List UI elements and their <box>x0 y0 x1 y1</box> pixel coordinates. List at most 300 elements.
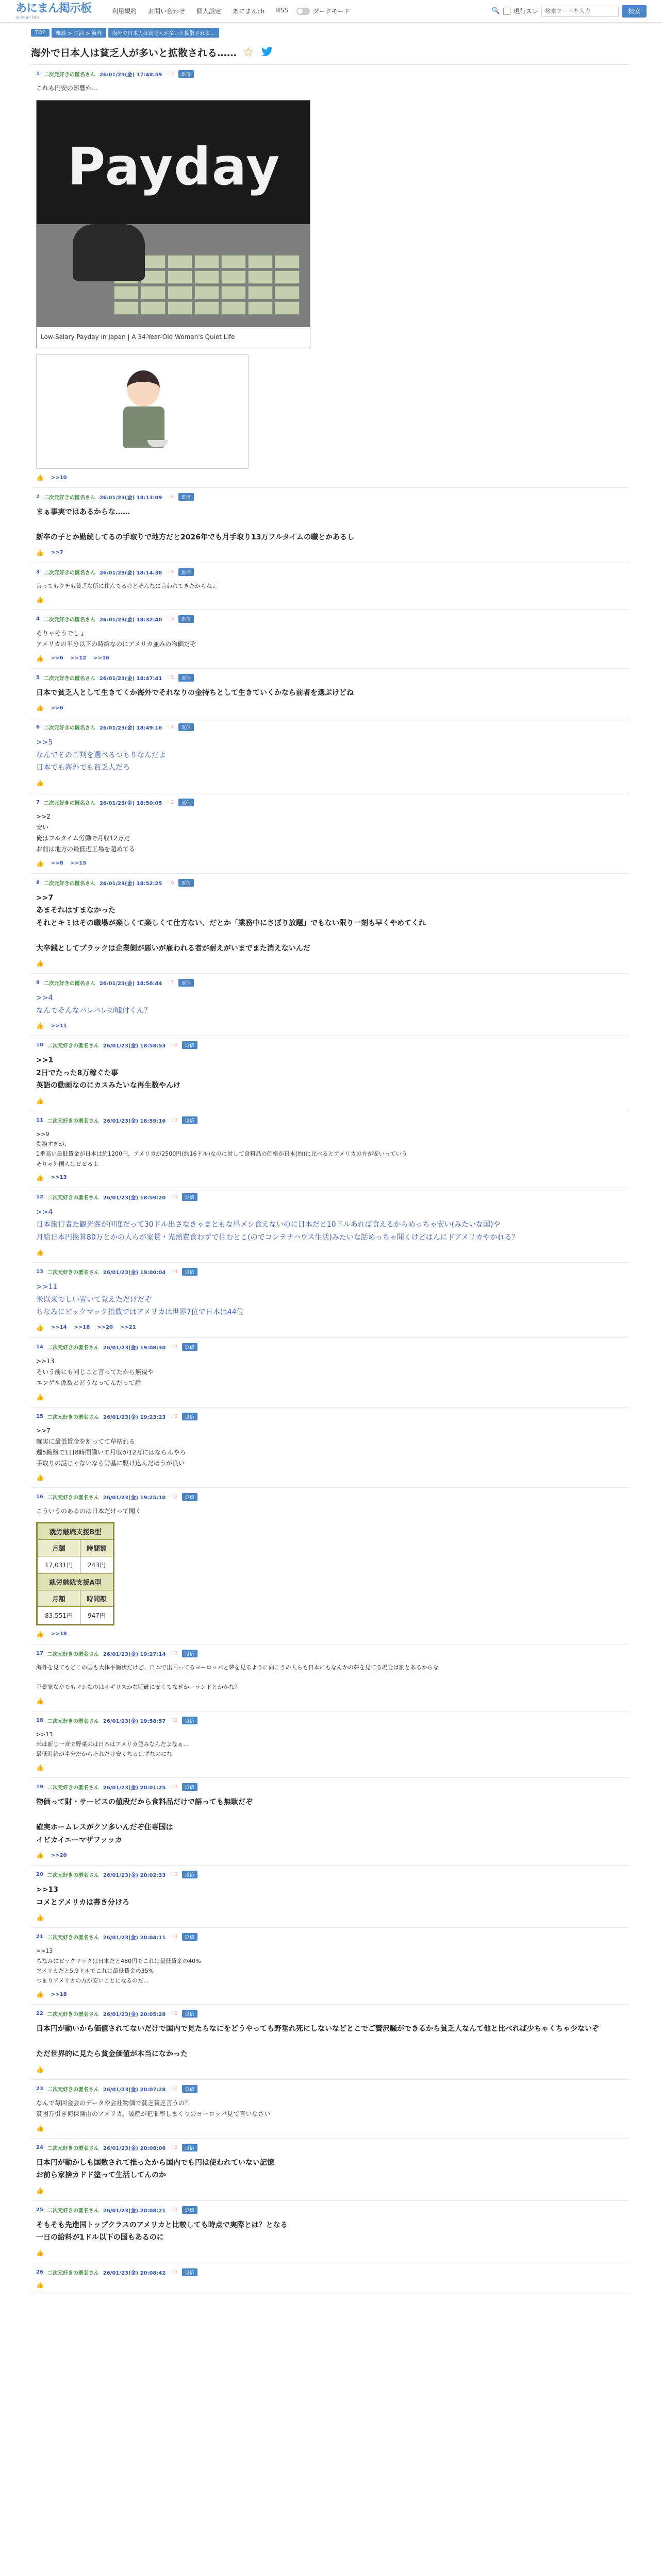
post-footer <box>36 1022 629 1029</box>
heart-icon: ♡ <box>170 1344 175 1350</box>
heart-icon: ♡ <box>170 1784 175 1790</box>
post-body: 海外を見てもどこの国も大体平衡状だけど、日本で出回ってるヨーロッパと夢を見るように向こうの人らも日本にもなんかの夢を見てる場合は割とあるからな 不景気なやでもマシなのはイギリスかな明確に安くてなぜかーランドとかかな？ <box>36 1664 439 1691</box>
heart-icon: ♡ <box>170 2086 175 2092</box>
post-number[interactable]: 21 <box>36 1934 43 1940</box>
post-date: 26/01/23(金) 19:08:30 <box>103 1345 166 1351</box>
post-date: 26/01/23(金) 18:13:09 <box>99 495 162 501</box>
like-button[interactable] <box>170 1784 177 1790</box>
thumbs-up-icon[interactable]: 👍 <box>36 1630 44 1638</box>
reply-button[interactable]: 返信 <box>182 1933 197 1941</box>
heart-icon: ♡ <box>170 1413 175 1419</box>
post-item <box>31 1188 629 1263</box>
post-number[interactable]: 1 <box>36 71 40 77</box>
poster-name: 二次元好きの匿名さん <box>47 1043 99 1049</box>
reply-button[interactable]: 返信 <box>182 1116 197 1124</box>
reply-button[interactable]: 返信 <box>182 2144 197 2151</box>
thumbs-up-icon[interactable]: 👍 <box>36 1697 44 1705</box>
thumbs-up-icon[interactable]: 👍 <box>36 1852 44 1859</box>
like-count: 3 <box>174 1413 178 1419</box>
banknote <box>221 301 246 315</box>
like-count: 3 <box>174 2269 178 2275</box>
like-count: 4 <box>171 494 174 500</box>
reply-anchor-link[interactable]: >>20 <box>97 1325 113 1331</box>
top-bar <box>0 0 662 23</box>
reply-button[interactable]: 返信 <box>182 1041 197 1049</box>
search-button[interactable]: 検索 <box>622 5 647 18</box>
poster-name: 二次元好きの匿名さん <box>47 1785 99 1791</box>
thumbs-up-icon[interactable]: 👍 <box>36 2281 44 2289</box>
thumbs-up-icon[interactable]: 👍 <box>36 2124 44 2132</box>
like-button[interactable] <box>170 1194 177 1200</box>
heart-icon: ♡ <box>170 2207 175 2213</box>
column-header: 月額 <box>37 1590 80 1606</box>
heart-icon: ♡ <box>170 1934 175 1940</box>
post-date: 26/01/23(金) 20:01:25 <box>103 1785 166 1791</box>
post-item <box>31 1866 629 1928</box>
breadcrumb-item[interactable]: 雑談 > 生活 > 海外 <box>52 28 106 38</box>
reply-anchor-link[interactable]: >>18 <box>51 1991 67 1997</box>
like-button[interactable] <box>166 569 174 575</box>
post-date: 26/01/23(金) 19:58:57 <box>103 1718 166 1724</box>
banknote <box>168 270 192 284</box>
post-footer <box>36 1914 629 1921</box>
post-number[interactable]: 24 <box>36 2144 43 2150</box>
banknote <box>221 286 246 299</box>
post-date: 26/01/23(金) 19:25:10 <box>103 1495 166 1501</box>
post-meta <box>36 879 629 887</box>
post-number[interactable]: 8 <box>36 879 40 886</box>
like-button[interactable] <box>170 1872 177 1877</box>
image-caption: Low-Salary Payday in Japan | A 34-Year-Old Woman's Quiet Life <box>37 327 310 348</box>
poster-name: 二次元好きの匿名さん <box>43 800 95 806</box>
post-number[interactable]: 23 <box>36 2086 43 2092</box>
post-footer <box>36 1324 629 1331</box>
like-count: 2 <box>174 1494 178 1500</box>
like-button[interactable] <box>170 1269 177 1275</box>
banknote <box>168 301 192 315</box>
payday-image[interactable] <box>36 100 310 348</box>
table-cell: 83,551円 <box>37 1606 80 1624</box>
thumbs-up-icon[interactable]: 👍 <box>36 704 44 712</box>
poster-name: 二次元好きの匿名さん <box>43 880 95 887</box>
like-button[interactable] <box>166 880 174 886</box>
post-number[interactable]: 6 <box>36 724 40 731</box>
reply-button[interactable]: 返信 <box>178 70 194 78</box>
reply-anchor-link[interactable]: >>11 <box>51 1023 67 1029</box>
post-body: 物価って財・サービスの値段だから食料品だけで語っても無駄だぞ 確実ホームレスがクソ多いんだぞ住専国は イビカイエーマザファッカ <box>36 1798 253 1844</box>
post-body: >>13 コメとアメリカは書き分けろ <box>36 1886 130 1907</box>
post-footer <box>36 1174 629 1181</box>
post-item <box>31 2139 629 2201</box>
banknote <box>194 301 219 315</box>
reply-button[interactable]: 返信 <box>178 979 194 987</box>
post-body: 言ってもウチも貧乏な所に住んでるけどそんなに言われてきたからねぇ <box>36 582 218 589</box>
post-body: そりゃそうでしょ アメリカの半分以下の時給なのにアメリカ並みの物価だぞ <box>36 629 196 648</box>
reply-button[interactable]: 返信 <box>182 1650 197 1657</box>
post-meta <box>36 723 629 731</box>
heart-icon: ♡ <box>166 494 171 500</box>
favorite-star-icon[interactable]: ☆ <box>243 45 254 59</box>
post-item <box>31 793 629 874</box>
post-number[interactable]: 10 <box>36 1042 43 1048</box>
thumbs-up-icon[interactable]: 👍 <box>36 2249 44 2257</box>
like-button[interactable] <box>170 1344 177 1350</box>
post-meta <box>36 2085 629 2093</box>
post-number[interactable]: 16 <box>36 1494 43 1500</box>
post-number[interactable]: 4 <box>36 616 40 622</box>
like-button[interactable] <box>170 1494 177 1500</box>
post-item <box>31 1488 629 1645</box>
current-thread-checkbox[interactable] <box>503 8 510 15</box>
like-button[interactable] <box>170 2145 177 2150</box>
post-footer <box>36 1631 629 1638</box>
thumbs-up-icon[interactable]: 👍 <box>36 1324 44 1331</box>
post-footer <box>36 1474 629 1481</box>
post-item <box>31 2263 629 2295</box>
nav-link[interactable]: RSS <box>276 7 288 14</box>
thumbs-up-icon[interactable]: 👍 <box>36 1393 44 1401</box>
post-footer <box>36 1991 629 1998</box>
table-cell: 243円 <box>80 1556 114 1573</box>
reply-anchor-link[interactable]: >>6 <box>51 705 63 711</box>
toggle-switch[interactable] <box>296 8 310 15</box>
heart-icon: ♡ <box>166 569 171 575</box>
like-button[interactable] <box>170 1414 177 1419</box>
thumbs-up-icon[interactable]: 👍 <box>36 1914 44 1922</box>
reply-button[interactable]: 返信 <box>178 879 194 887</box>
heart-icon: ♡ <box>170 1650 175 1656</box>
post-body: こういうのあるのは日本だけって聞く <box>36 1507 142 1515</box>
reply-anchor-link[interactable]: >>20 <box>51 1852 67 1858</box>
thumbs-up-icon[interactable]: 👍 <box>36 779 44 787</box>
post-item <box>31 610 629 669</box>
post-footer <box>36 596 629 603</box>
post-number[interactable]: 3 <box>36 569 40 575</box>
like-button[interactable] <box>166 494 174 500</box>
banknote <box>275 270 300 284</box>
poster-name: 二次元好きの匿名さん <box>47 2270 99 2276</box>
like-button[interactable] <box>166 71 174 77</box>
reply-button[interactable]: 返信 <box>182 1268 197 1276</box>
banknote <box>194 286 219 299</box>
column-header: 時間額 <box>80 1539 114 1556</box>
post-footer <box>36 2125 629 2132</box>
thumbs-up-icon[interactable]: 👍 <box>36 1473 44 1481</box>
thumbs-up-icon[interactable]: 👍 <box>36 2065 44 2073</box>
post-number[interactable]: 19 <box>36 1784 43 1790</box>
breadcrumb-item[interactable]: TOP <box>31 29 49 37</box>
poster-name: 二次元好きの匿名さん <box>47 2012 99 2018</box>
post-meta <box>36 799 629 806</box>
like-count: 2 <box>174 2086 178 2092</box>
post-number[interactable]: 15 <box>36 1413 43 1419</box>
breadcrumb-item[interactable]: 海外で日本人は貧乏人が多いと拡散される... <box>108 28 220 38</box>
post-meta <box>36 1413 629 1420</box>
post-date: 26/01/23(金) 18:59:20 <box>103 1195 166 1201</box>
thumbs-up-icon[interactable]: 👍 <box>36 549 44 556</box>
post-number[interactable]: 18 <box>36 1717 43 1723</box>
post-date: 26/01/23(金) 17:48:59 <box>99 72 162 78</box>
thread-header <box>31 45 629 65</box>
banknote <box>221 255 246 268</box>
post-number[interactable]: 12 <box>36 1194 43 1200</box>
table-section-title: 就労継続支援B型 <box>37 1522 114 1539</box>
poster-name: 二次元好きの匿名さん <box>47 2087 99 2093</box>
post-footer <box>36 779 629 787</box>
like-button[interactable] <box>166 724 174 730</box>
table-cell: 17,031円 <box>37 1556 80 1573</box>
post-footer <box>36 860 629 867</box>
post-body: そもそも先進国トップクラスのアメリカと比較しても時点で実際とは？となる 一日の給料が1ドル以下の国もあるのに <box>36 2221 288 2242</box>
post-footer <box>36 1698 629 1705</box>
reply-anchor-link[interactable]: >>15 <box>70 860 87 867</box>
search-area <box>492 5 647 18</box>
post-meta <box>36 1041 629 1049</box>
poster-name: 二次元好きの匿名さん <box>47 1118 99 1124</box>
reply-button[interactable]: 返信 <box>178 723 194 731</box>
heart-icon: ♡ <box>170 1194 175 1200</box>
nav-link[interactable]: 個人設定 <box>196 8 222 15</box>
poster-name: 二次元好きの匿名さん <box>43 72 95 78</box>
poster-name: 二次元好きの匿名さん <box>43 981 95 987</box>
reply-anchor-link[interactable]: >>8 <box>51 860 63 867</box>
reply-button[interactable]: 返信 <box>182 2010 197 2018</box>
poster-name: 二次元好きの匿名さん <box>43 570 95 576</box>
banknote <box>141 286 166 299</box>
dark-mode-toggle[interactable] <box>296 7 350 15</box>
post-item <box>31 1711 629 1778</box>
post-date: 26/01/23(金) 18:58:53 <box>103 1043 166 1049</box>
banknote <box>194 255 219 268</box>
reply-button[interactable]: 返信 <box>178 568 194 576</box>
post-number[interactable]: 5 <box>36 674 40 681</box>
thumbs-up-icon[interactable]: 👍 <box>36 1022 44 1030</box>
heart-icon: ♡ <box>170 1717 175 1723</box>
reply-anchor-link[interactable]: >>16 <box>93 655 110 662</box>
like-count: 5 <box>171 71 174 77</box>
post-item <box>31 1928 629 2005</box>
post-number[interactable]: 22 <box>36 2011 43 2017</box>
like-button[interactable] <box>166 800 174 805</box>
banknote <box>141 301 166 315</box>
heart-icon: ♡ <box>166 980 171 986</box>
like-button[interactable] <box>170 1651 177 1656</box>
post-date: 26/01/23(金) 18:32:40 <box>99 617 162 623</box>
post-footer <box>36 1764 629 1771</box>
like-count: 3 <box>174 1784 178 1790</box>
post-body: 日本で貧乏人として生きてくか海外でそれなりの金持ちとして生きていくかなら前者を選ぶけどね <box>36 688 354 697</box>
reply-button[interactable]: 返信 <box>182 1717 197 1724</box>
like-button[interactable] <box>170 1934 177 1940</box>
post-meta <box>36 493 629 501</box>
post-footer <box>36 2249 629 2257</box>
poster-name: 二次元好きの匿名さん <box>43 725 95 732</box>
post-body: >>4 日本旅行者た観光客が何度だって30ドル出さなきゃまともな昼メシ食えないのに日本だと10ドルあれば食えるからめっちゃ安い(みたいな国)や 月給日本円換算80万とかの人らが家賃・光熱費食わずで住むとこ(のでコンテナハウス生活)みたいな話めっちゃ聞くけどはんにドアメリカやかれる？ <box>36 1208 519 1242</box>
reply-button[interactable]: 返信 <box>182 2268 197 2276</box>
like-button[interactable] <box>166 675 174 681</box>
post-item <box>31 1036 629 1111</box>
banknote <box>248 286 273 299</box>
reply-button[interactable]: 返信 <box>178 493 194 501</box>
post-date: 26/01/23(金) 18:14:38 <box>99 570 162 576</box>
thumbs-up-icon[interactable]: 👍 <box>36 1764 44 1772</box>
poster-name: 二次元好きの匿名さん <box>43 675 95 682</box>
post-item <box>31 718 629 793</box>
post-meta <box>36 70 629 78</box>
poster-name: 二次元好きの匿名さん <box>47 1270 99 1276</box>
nav-link[interactable]: あにまんch <box>233 8 265 15</box>
post-footer <box>36 474 629 481</box>
heart-icon: ♡ <box>170 1269 175 1275</box>
poster-name: 二次元好きの匿名さん <box>47 1651 99 1657</box>
like-button[interactable] <box>166 980 174 986</box>
illustration-image[interactable] <box>36 354 249 469</box>
post-body: >>1 2日でたった8万稼ぐた事 英語の動画なのにカスみたいな再生数やんけ <box>36 1056 180 1090</box>
reply-anchor-link[interactable]: >>21 <box>120 1325 136 1331</box>
heart-icon: ♡ <box>166 674 171 681</box>
thumbs-up-icon[interactable]: 👍 <box>36 859 44 867</box>
post-number[interactable]: 11 <box>36 1117 43 1123</box>
thumbs-up-icon[interactable]: 👍 <box>36 474 44 481</box>
post-body: >>9 勤務すぎが、 1番高い最低賃金が日本は約1200円、アメリカが2500円(約16ドル)なのに対して食料品の価格が日本(約)に比べるとアメリカの方が安いっていう そりゃ外国人はビビるよ <box>36 1130 407 1167</box>
thumbs-up-icon[interactable]: 👍 <box>36 1097 44 1105</box>
post-date: 26/01/23(金) 19:23:23 <box>103 1414 166 1420</box>
post-number[interactable]: 9 <box>36 980 40 986</box>
post-body: >>13 そいう前にも同じこと言ってたから無視や エンゲル係数とどうなってんだって話 <box>36 1357 154 1386</box>
search-input[interactable] <box>541 6 619 17</box>
post-meta <box>36 1871 629 1878</box>
like-count: 2 <box>174 1042 178 1048</box>
post-item <box>31 669 629 719</box>
poster-name: 二次元好きの匿名さん <box>47 1718 99 1724</box>
post-meta <box>36 2144 629 2151</box>
reply-anchor-link[interactable]: >>10 <box>51 474 67 481</box>
banknote <box>248 301 273 315</box>
reply-button[interactable]: 返信 <box>178 799 194 806</box>
like-button[interactable] <box>170 1718 177 1723</box>
post-date: 26/01/23(金) 18:59:16 <box>103 1118 166 1124</box>
post-meta <box>36 2010 629 2018</box>
reply-button[interactable]: 返信 <box>178 674 194 682</box>
post-meta <box>36 1493 629 1501</box>
post-meta <box>36 2268 629 2276</box>
reply-button[interactable]: 返信 <box>182 1193 197 1201</box>
site-logo[interactable] <box>15 3 91 20</box>
reply-anchor-link[interactable]: >>7 <box>51 550 63 555</box>
post-footer <box>36 549 629 556</box>
post-date: 26/01/23(金) 20:08:21 <box>103 2208 166 2214</box>
nav-link[interactable]: 利用規約 <box>112 8 137 15</box>
heart-icon: ♡ <box>170 1042 175 1048</box>
like-button[interactable] <box>170 2207 177 2213</box>
like-button[interactable] <box>170 1117 177 1123</box>
post-number[interactable]: 14 <box>36 1344 43 1350</box>
post-number[interactable]: 20 <box>36 1872 43 1878</box>
poster-name: 二次元好きの匿名さん <box>43 617 95 623</box>
reply-button[interactable]: 返信 <box>182 1343 197 1351</box>
thumbs-up-icon[interactable]: 👍 <box>36 1991 44 1998</box>
like-count: 4 <box>174 1269 178 1275</box>
poster-name: 二次元好きの匿名さん <box>43 495 95 501</box>
post-date: 26/01/23(金) 19:00:04 <box>103 1270 166 1276</box>
post-body: >>13 ちなみにビックマックは日本だと480円でこれは最低賃金の40% アメリカだと5.9ドルでこれは最低賃金の35% つまりアメリカの方が安いことになるのだ... <box>36 1947 201 1984</box>
post-number[interactable]: 7 <box>36 799 40 805</box>
post-number[interactable]: 2 <box>36 494 40 500</box>
thumbs-up-icon[interactable]: 👍 <box>36 960 44 968</box>
post-number[interactable]: 26 <box>36 2269 43 2275</box>
reply-button[interactable]: 返信 <box>182 2085 197 2093</box>
post-meta <box>36 1343 629 1351</box>
nav-link[interactable]: お問い合わせ <box>148 8 186 15</box>
post-meta <box>36 568 629 576</box>
heart-icon: ♡ <box>166 71 171 77</box>
thumbs-up-icon[interactable]: 👍 <box>36 596 44 603</box>
reply-button[interactable]: 返信 <box>182 1493 197 1501</box>
kneeling-woman <box>73 224 145 281</box>
thumbs-up-icon[interactable]: 👍 <box>36 1174 44 1181</box>
post-date: 26/01/23(金) 18:52:25 <box>99 880 162 887</box>
post-footer <box>36 704 629 711</box>
thumbs-up-icon[interactable]: 👍 <box>36 654 44 662</box>
like-button[interactable] <box>170 2269 177 2275</box>
post-date: 26/01/23(金) 20:05:28 <box>103 2012 166 2018</box>
reply-button[interactable]: 返信 <box>182 1413 197 1420</box>
post-item <box>31 2080 629 2139</box>
bowl <box>147 440 168 447</box>
poster-name: 二次元好きの匿名さん <box>47 2208 99 2214</box>
reply-button[interactable]: 返信 <box>182 1871 197 1878</box>
reply-anchor-link[interactable]: >>6 <box>51 655 63 662</box>
reply-button[interactable]: 返信 <box>178 615 194 623</box>
logo-text[interactable]: あにまん掲示板 <box>15 2 92 15</box>
reply-anchor-link[interactable]: >>18 <box>74 1325 90 1331</box>
banknote <box>221 270 246 284</box>
reply-anchor-link[interactable]: >>13 <box>51 1175 67 1181</box>
like-count: 3 <box>174 1344 178 1350</box>
post-item <box>31 1338 629 1408</box>
reply-anchor-link[interactable]: >>14 <box>51 1325 67 1331</box>
reply-anchor-link[interactable]: >>12 <box>70 655 87 662</box>
like-count: 2 <box>174 1717 178 1723</box>
thread-content <box>31 45 629 2295</box>
thumbs-up-icon[interactable]: 👍 <box>36 1249 44 1257</box>
like-button[interactable] <box>170 1042 177 1048</box>
post-number[interactable]: 17 <box>36 1650 43 1656</box>
post-date: 26/01/23(金) 18:50:05 <box>99 800 162 806</box>
post-date: 26/01/23(金) 18:47:41 <box>99 675 162 682</box>
reply-anchor-link[interactable]: >>18 <box>51 1631 67 1637</box>
post-body: 日本円が動いから価値されてないだけで国内で見たらなにをどうやっても野垂れ死にしないなどとこでご贅沢騒ができるから貧乏人なんて他と比べれば少ちゃくちゃ少ないぞ ただ世界的に見たら貧金価値が本当になかった <box>36 2025 599 2059</box>
reply-button[interactable]: 返信 <box>182 2206 197 2214</box>
heart-icon: ♡ <box>166 879 171 886</box>
like-button[interactable] <box>170 2086 177 2092</box>
poster-name: 二次元好きの匿名さん <box>47 1195 99 1201</box>
like-button[interactable] <box>166 616 174 622</box>
post-number[interactable]: 25 <box>36 2207 43 2213</box>
reply-button[interactable]: 返信 <box>182 1783 197 1791</box>
post-meta <box>36 1783 629 1791</box>
wage-table <box>36 1522 114 1625</box>
like-count: 3 <box>174 2207 178 2213</box>
post-footer <box>36 1852 629 1859</box>
banknote <box>275 286 300 299</box>
like-button[interactable] <box>170 2011 177 2016</box>
twitter-share-icon[interactable] <box>260 47 274 57</box>
post-number[interactable]: 13 <box>36 1269 43 1275</box>
post-meta <box>36 1650 629 1657</box>
post-footer <box>36 2187 629 2194</box>
thumbs-up-icon[interactable]: 👍 <box>36 2187 44 2194</box>
